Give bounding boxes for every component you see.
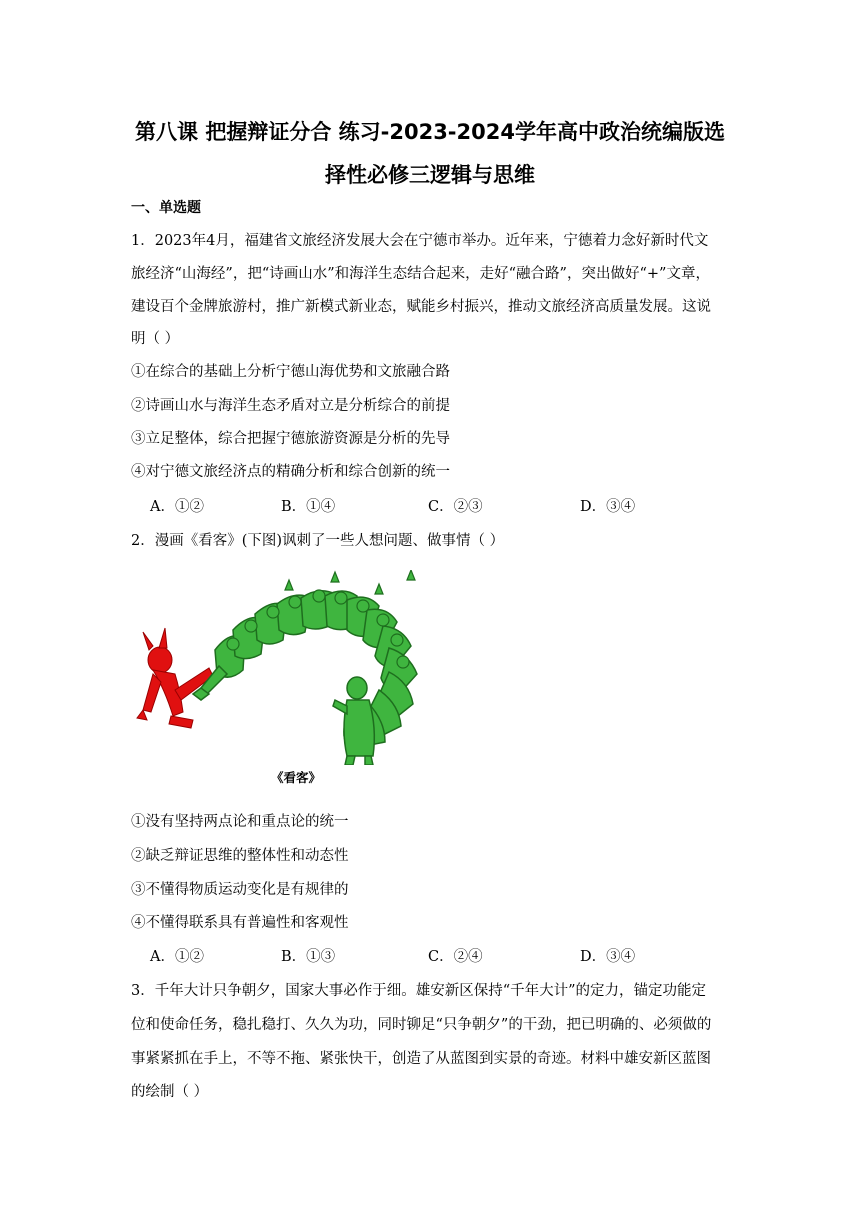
q3-line: 3．千年大计只争朝夕，国家大事必作于细。雄安新区保持“千年大计”的定力，锚定功能定 <box>131 983 707 999</box>
option-a[interactable]: A．①② <box>150 949 204 965</box>
q3-line: 事紧紧抓在手上，不等不拖、紧张快干，创造了从蓝图到实景的奇迹。材料中雄安新区蓝图 <box>131 1051 711 1067</box>
q2-stem: 2．漫画《看客》(下图)讽刺了一些人想问题、做事情（ ） <box>131 533 505 549</box>
q3-line: 位和使命任务，稳扎稳打、久久为功，同时铆足“只争朝夕”的干劲，把已明确的、必须做的 <box>131 1017 712 1033</box>
section-heading: 一、单选题 <box>131 200 201 216</box>
q1-line: 建设百个金牌旅游村，推广新模式新业态，赋能乡村振兴，推动文旅经济高质量发展。这说 <box>131 299 711 315</box>
option-d[interactable]: D．③④ <box>580 499 636 515</box>
q1-item: ③立足整体，综合把握宁德旅游资源是分析的先导 <box>131 431 450 447</box>
option-c[interactable]: C．②③ <box>428 499 483 515</box>
q3-line: 的绘制（ ） <box>131 1084 209 1100</box>
option-d[interactable]: D．③④ <box>580 949 636 965</box>
cartoon-caption: 《看客》 <box>271 770 322 785</box>
q2-item: ④不懂得联系具有普遍性和客观性 <box>131 915 349 931</box>
q1-line: 1．2023年4月，福建省文旅经济发展大会在宁德市举办。近年来，宁德着力念好新时代文 <box>131 233 709 249</box>
title-line-1: 第八课 把握辩证分合 练习-2023-2024学年高中政治统编版选 <box>135 120 725 144</box>
q1-item: ④对宁德文旅经济点的精确分析和综合创新的统一 <box>131 464 450 480</box>
q1-line: 明（ ） <box>131 331 180 347</box>
cartoon-kanke-image <box>135 570 455 765</box>
option-b[interactable]: B．①④ <box>281 499 336 515</box>
q1-item: ①在综合的基础上分析宁德山海优势和文旅融合路 <box>131 364 450 380</box>
q2-item: ②缺乏辩证思维的整体性和动态性 <box>131 848 349 864</box>
q2-item: ③不懂得物质运动变化是有规律的 <box>131 882 349 898</box>
option-b[interactable]: B．①③ <box>281 949 336 965</box>
q2-item: ①没有坚持两点论和重点论的统一 <box>131 814 349 830</box>
q1-item: ②诗画山水与海洋生态矛盾对立是分析综合的前提 <box>131 398 450 414</box>
option-c[interactable]: C．②④ <box>428 949 483 965</box>
q1-line: 旅经济“山海经”，把“诗画山水”和海洋生态结合起来，走好“融合路”，突出做好“+”文章， <box>131 266 710 282</box>
option-a[interactable]: A．①② <box>150 499 204 515</box>
title-line-2: 择性必修三逻辑与思维 <box>325 163 535 187</box>
